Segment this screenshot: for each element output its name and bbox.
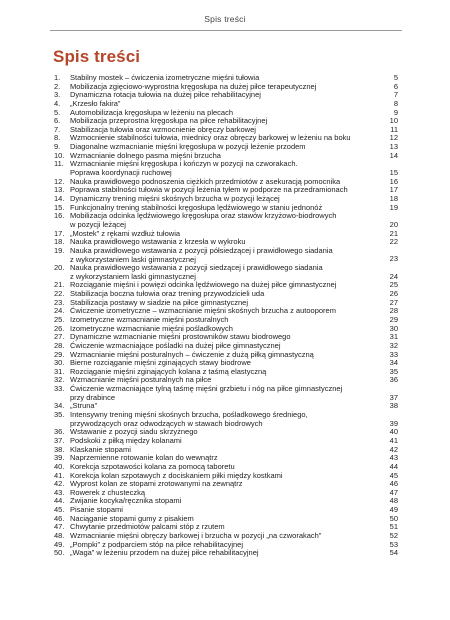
toc-entry-number: 35. (54, 410, 65, 420)
toc-entry[interactable] (0, 506, 450, 515)
toc-entry-page-number: 9 (393, 107, 398, 117)
toc-entry-page-number: 25 (389, 280, 398, 290)
toc-entry-title: Automobilizacja kręgosłupa w leżeniu na plecach (70, 107, 234, 117)
toc-entry-page-number: 43 (389, 453, 398, 463)
toc-entry[interactable] (0, 497, 450, 506)
toc-entry-number: 15. (54, 202, 65, 212)
toc-entry-title: Wzmacnianie dolnego pasma mięśni brzucha (70, 150, 221, 160)
toc-entry-number: 17. (54, 228, 65, 238)
toc-entry-title: Klaskanie stopami (70, 444, 131, 454)
toc-entry-title: Mobilizacja zgięciowo-wyprostna kręgosłupa na dużej piłce terapeutycznej (70, 81, 317, 91)
toc-entry-title: „Krzesło fakira” (70, 98, 121, 108)
toc-entry-number: 7. (54, 124, 61, 134)
toc-entry[interactable] (0, 368, 450, 377)
toc-entry-page-number: 48 (389, 496, 398, 506)
toc-entry-number: 27. (54, 332, 65, 342)
toc-entry-title: Ćwiczenie wzmacniające tylną taśmę mięśni grzbietu i nóg na piłce gimnastycznej przy drabince (70, 384, 343, 402)
toc-entry-title: Nauka prawidłowego wstawania z pozycji półsiedzącej i prawidłowego siadania z wykorzystaniem laski gimnastycznej (70, 245, 333, 264)
toc-entry-title: Wyprost kolan ze stopami zrotowanymi na zewnątrz (70, 479, 243, 489)
toc-entry-title: Mobilizacja odcinka lędźwiowego kręgosłupa oraz stawów krzyżowo-biodrowych w pozycji leżącej (70, 211, 337, 229)
toc-entry-number: 6. (54, 116, 61, 126)
toc-entry-title: Poprawa stabilności tułowia w pozycji leżenia tyłem w podporze na przedramionach (70, 185, 348, 195)
toc-entry-page-number: 54 (389, 548, 398, 558)
toc-entry-number: 41. (54, 470, 65, 480)
toc-entry-number: 46. (54, 513, 65, 523)
toc-entry-page-number: 41 (389, 435, 398, 445)
toc-entry-page-number: 36 (389, 375, 398, 385)
toc-entry-number: 4. (54, 98, 61, 108)
toc-entry-page-number: 35 (389, 366, 398, 376)
toc-entry-number: 16. (54, 211, 65, 221)
toc-entry-number: 33. (54, 384, 65, 394)
toc-entry-number: 47. (54, 522, 65, 532)
toc-entry-page-number: 30 (389, 323, 398, 333)
toc-entry-page-number: 47 (389, 487, 398, 497)
toc-entry[interactable] (0, 446, 450, 455)
toc-entry-number: 19. (54, 245, 65, 255)
toc-entry-number: 43. (54, 487, 65, 497)
toc-entry-number: 28. (54, 340, 65, 350)
toc-entry-page-number: 42 (389, 444, 398, 454)
toc-entry-page-number: 52 (389, 531, 398, 541)
toc-entry[interactable] (0, 212, 450, 229)
toc-entry-title: Naciąganie stopami gumy z pisakiem (70, 513, 194, 523)
toc-entry-title: Intensywny trening mięśni skośnych brzucha, pośladkowego średniego, przywodzących oraz odwodzących w stawach biodrowych (70, 410, 308, 428)
page-title: Spis treści (53, 47, 141, 66)
toc-entry-page-number: 18 (389, 193, 398, 203)
toc-entry-number: 32. (54, 375, 65, 385)
toc-entry-page-number: 26 (389, 289, 398, 299)
toc-entry-title: Korekcja szpotawości kolana za pomocą taboretu (70, 461, 235, 471)
toc-entry-number: 45. (54, 505, 65, 515)
toc-entry-title: Nauka prawidłowego podnoszenia ciężkich przedmiotów z asekuracją pomocnika (70, 176, 341, 186)
toc-entry-title: Diagonalne wzmacnianie mięśni kręgosłupa w pozycji leżenie przodem (70, 142, 306, 152)
toc-entry-page-number: 50 (389, 513, 398, 523)
toc-entry-title: Wzmacnianie mięśni kręgosłupa i kończyn w pozycji na czworakach. Poprawa koordynacji ruchowej (70, 159, 298, 178)
toc-entry[interactable] (0, 385, 450, 402)
toc-entry-title: Korekcja kolan szpotawych z dociskaniem piłki między kostkami (70, 470, 283, 480)
toc-entry-number: 20. (54, 263, 65, 273)
toc-entry-number: 21. (54, 280, 65, 290)
toc-entry-number: 25. (54, 315, 65, 324)
toc-entry-number: 48. (54, 531, 65, 541)
toc-entry-page-number: 20 (389, 219, 398, 229)
toc-entry-page-number: 8 (393, 98, 398, 108)
toc-entry-number: 30. (54, 358, 65, 368)
toc-entry-page-number: 17 (389, 185, 398, 195)
toc-entry-number: 8. (54, 133, 61, 143)
toc-entry-page-number: 13 (389, 142, 398, 152)
toc-entry-number: 5. (54, 107, 61, 117)
header-divider (50, 30, 402, 31)
toc-entry[interactable] (0, 437, 450, 446)
toc-entry-title: Naprzemienne rotowanie kolan do wewnątrz (70, 453, 218, 463)
toc-entry-page-number: 11 (390, 124, 398, 134)
toc-entry-page-number: 51 (389, 522, 398, 532)
toc-entry[interactable] (0, 143, 450, 152)
toc-entry-page-number: 33 (389, 349, 398, 359)
toc-entry-page-number: 6 (393, 81, 398, 91)
toc-entry-number: 39. (54, 453, 65, 463)
toc-entry-title: Rozciąganie mięśni zginających kolana z taśmą elastyczną (70, 366, 267, 376)
toc-entry-title: Izometryczne wzmacnianie mięśni pośladkowych (70, 323, 233, 333)
toc-entry-number: 37. (54, 436, 65, 445)
toc-entry-page-number: 49 (389, 505, 398, 515)
toc-entry-number: 10. (54, 150, 65, 160)
toc-entry-page-number: 29 (389, 314, 398, 324)
toc-entry-number: 3. (54, 90, 61, 100)
running-header: Spis treści (204, 14, 246, 24)
toc-entry-title: Dynamiczne wzmacnianie mięśni prostowników stawu biodrowego (70, 332, 291, 342)
toc-entry-page-number: 7 (393, 90, 398, 100)
toc-entry-page-number: 39 (389, 418, 398, 428)
toc-entry-number: 11. (54, 159, 64, 169)
toc-entry-page-number: 24 (389, 271, 398, 281)
toc-entry-number: 23. (54, 297, 65, 307)
toc-entry-title: Mobilizacja przeprostna kręgosłupa na piłce rehabilitacyjnej (70, 116, 268, 126)
toc-entry-page-number: 27 (389, 297, 398, 307)
toc-entry-title: Izometryczne wzmacnianie mięśni posturalnych (70, 315, 229, 324)
toc-entry-title: Bierne rozciąganie mięśni zginających stawy biodrowe (70, 358, 251, 368)
toc-entry-title: Stabilny mostek – ćwiczenia izometryczne mięśni tułowia (70, 73, 260, 82)
toc-entry-title: Nauka prawidłowego wstawania z krzesła w wykroku (70, 237, 246, 247)
toc-entry-number: 12. (54, 176, 65, 186)
toc-entry-page-number: 40 (389, 427, 398, 437)
toc-entry-title: Wzmacnianie mięśni posturalnych – ćwiczenie z dużą piłką gimnastyczną (70, 349, 314, 359)
toc-entry-page-number: 44 (389, 461, 398, 471)
toc-entry-title: Funkcjonalny trening stabilności kręgosłupa lędźwiowego w staniu jednonóż (70, 202, 323, 212)
toc-entry[interactable] (0, 160, 450, 177)
toc-entry-page-number: 23 (389, 254, 398, 264)
toc-entry-page-number: 53 (389, 539, 398, 549)
toc-entry-number: 31. (54, 366, 65, 376)
toc-entry-page-number: 31 (389, 332, 398, 342)
toc-entry-number: 40. (54, 461, 65, 471)
toc-entry[interactable] (0, 428, 450, 437)
toc-entry-title: Stabilizacja boczna tułowia oraz trening przywodzicieli uda (70, 289, 265, 299)
toc-entry-page-number: 34 (389, 358, 398, 368)
toc-entry-page-number: 15 (389, 168, 398, 178)
toc-entry-number: 34. (54, 401, 65, 411)
toc-entry-page-number: 5 (393, 72, 398, 82)
toc-entry-number: 2. (54, 81, 61, 91)
toc-entry[interactable] (0, 489, 450, 498)
toc-entry[interactable] (0, 411, 450, 428)
toc-entry-title: Nauka prawidłowego wstawania z pozycji siedzącej i prawidłowego siadania z wykorzystaniem laski gimnastycznej (70, 263, 323, 281)
toc-entry-page-number: 14 (389, 150, 398, 160)
toc-entry-page-number: 37 (389, 392, 398, 402)
toc-entry-number: 42. (54, 479, 65, 489)
toc-entry-title: Wzmacnianie mięśni posturalnych na piłce (70, 375, 212, 385)
toc-entry-page-number: 32 (389, 340, 398, 350)
toc-entry-number: 18. (54, 237, 65, 247)
toc-entry-number: 13. (54, 185, 65, 195)
toc-entry-title: Stabilizacja postawy w siadzie na piłce gimnastycznej (70, 297, 249, 307)
toc-entry-title: Rowerek z chusteczką (70, 487, 146, 497)
toc-entry-title: Ćwiczenie wzmacniające pośladki na dużej piłce gimnastycznej (70, 340, 281, 350)
toc-entry-number: 14. (54, 193, 65, 203)
toc-entry-title: Dynamiczny trening mięśni skośnych brzucha w pozycji leżącej (70, 193, 280, 203)
toc-entry[interactable] (0, 247, 450, 264)
toc-entry[interactable] (0, 264, 450, 281)
toc-entry[interactable] (0, 480, 450, 489)
toc-entry-page-number: 19 (389, 202, 398, 212)
toc-entry-title: Wstawanie z pozycji siadu skrzyżnego (70, 427, 198, 437)
toc-entry-title: „Struna” (70, 401, 98, 411)
toc-entry-number: 50. (54, 548, 65, 558)
toc-entry[interactable] (0, 549, 450, 558)
toc-entry-number: 29. (54, 349, 65, 359)
toc-entry-title: „Waga” w leżeniu przodem na dużej piłce rehabilitacyjnej (70, 548, 259, 558)
toc-entry-title: Zwijanie kocyka/ręcznika stopami (70, 496, 182, 506)
toc-entry-page-number: 16 (389, 176, 398, 186)
toc-entry-title: Wzmacnianie mięśni obręczy barkowej i brzucha w pozycji „na czworakach” (70, 531, 322, 541)
toc-entry-page-number: 21 (389, 228, 398, 238)
toc-entry-number: 26. (54, 323, 65, 333)
toc-entry-page-number: 46 (389, 479, 398, 489)
toc-entry-page-number: 12 (389, 133, 398, 143)
toc-entry-number: 44. (54, 496, 65, 506)
toc-entry-title: „Pompki” z podparciem stóp na piłce rehabilitacyjnej (70, 539, 243, 549)
toc-entry-title: Podskoki z piłką między kolanami (70, 436, 182, 445)
toc-entry-title: Chwytanie przedmiotów palcami stóp z rzutem (70, 522, 225, 532)
toc-list (0, 74, 450, 558)
toc-entry-page-number: 38 (389, 401, 398, 411)
toc-entry-number: 1. (54, 73, 61, 82)
toc-entry-title: Dynamiczna rotacja tułowia na dużej piłce rehabilitacyjnej (70, 90, 261, 100)
toc-entry[interactable] (0, 515, 450, 524)
toc-entry-page-number: 45 (389, 470, 398, 480)
toc-entry-title: Pisanie stopami (70, 505, 123, 515)
toc-entry-number: 49. (54, 539, 65, 549)
toc-entry-page-number: 22 (389, 237, 398, 247)
toc-entry-number: 9. (54, 142, 61, 152)
toc-entry-title: Ćwiczenie izometryczne – wzmacnianie mięśni skośnych brzucha z autooporem (70, 306, 336, 316)
toc-entry-page-number: 10 (389, 116, 398, 126)
toc-entry[interactable] (0, 91, 450, 100)
toc-entry-title: Rozciąganie mięśni i powięzi odcinka lędźwiowego na dużej piłce gimnastycznej (70, 280, 337, 290)
toc-entry-title: Wzmocnienie stabilności tułowia, miednicy oraz obręczy barkowej w leżeniu na boku (70, 133, 351, 143)
toc-entry-page-number: 28 (389, 306, 398, 316)
toc-entry-number: 38. (54, 444, 65, 454)
toc-entry-title: Stabilizacja tułowia oraz wzmocnienie obręczy barkowej (70, 124, 256, 134)
toc-entry-number: 36. (54, 427, 65, 437)
toc-entry-number: 24. (54, 306, 65, 316)
toc-entry-title: „Mostek” z rękami wzdłuż tułowia (70, 228, 181, 238)
toc-entry-number: 22. (54, 289, 65, 299)
